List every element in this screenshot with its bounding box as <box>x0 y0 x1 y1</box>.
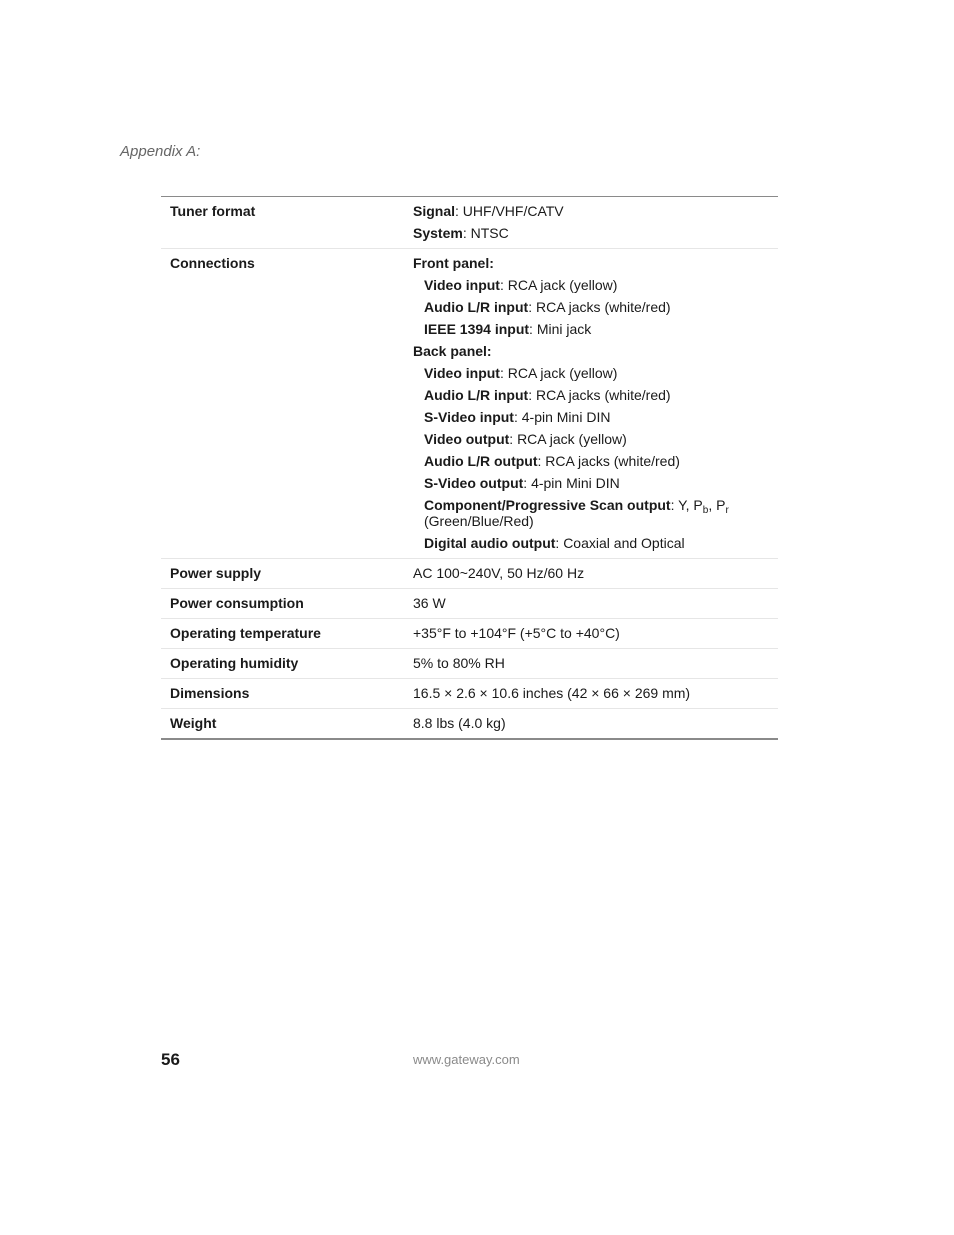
connection-item: Video input: RCA jack (yellow) <box>424 277 618 293</box>
back-panel-heading: Back panel: <box>413 343 492 359</box>
spec-label: Operating temperature <box>170 625 321 641</box>
spec-label: Dimensions <box>170 685 250 701</box>
connection-item: Audio L/R output: RCA jacks (white/red) <box>424 453 680 469</box>
spec-row-connections <box>161 248 778 558</box>
front-panel-heading: Front panel: <box>413 255 494 271</box>
spec-value: AC 100~240V, 50 Hz/60 Hz <box>413 565 585 581</box>
connection-item: S-Video input: 4-pin Mini DIN <box>424 409 611 425</box>
spec-value: 8.8 lbs (4.0 kg) <box>413 715 506 731</box>
spec-row-operating-humidity <box>161 648 778 678</box>
spec-row-power-consumption <box>161 588 778 618</box>
spec-value: 36 W <box>413 595 446 611</box>
spec-value <box>413 203 778 241</box>
spec-row-power-supply <box>161 558 778 588</box>
tuner-system: System: NTSC <box>413 225 509 241</box>
page-number: 56 <box>161 1050 180 1069</box>
connection-item: IEEE 1394 input: Mini jack <box>424 321 592 337</box>
connection-item-component: Component/Progressive Scan output: Y, $P_b$, $P_r$ (Green/Blue/Red) <box>424 497 729 529</box>
running-head: Appendix A: <box>120 143 201 160</box>
spec-value: 16.5 × 2.6 × 10.6 inches (42 × 66 × 269 mm) <box>413 685 691 701</box>
connection-item: Audio L/R input: RCA jacks (white/red) <box>424 299 671 315</box>
connection-item: Video input: RCA jack (yellow) <box>424 365 618 381</box>
spec-label: Weight <box>170 715 217 731</box>
spec-label: Operating humidity <box>170 655 299 671</box>
connection-item: Audio L/R input: RCA jacks (white/red) <box>424 387 671 403</box>
spec-value: +35°F to +104°F (+5°C to +40°C) <box>413 625 620 641</box>
specifications-table <box>161 196 778 740</box>
spec-label: Connections <box>170 255 255 271</box>
spec-label: Tuner format <box>170 203 256 219</box>
spec-label: Power supply <box>170 565 262 581</box>
footer-url[interactable]: www.gateway.com <box>413 1052 520 1067</box>
spec-value <box>413 255 778 551</box>
spec-row-dimensions <box>161 678 778 708</box>
spec-row-tuner-format <box>161 197 778 248</box>
spec-value: 5% to 80% RH <box>413 655 505 671</box>
connection-item: Video output: RCA jack (yellow) <box>424 431 627 447</box>
connection-item: S-Video output: 4-pin Mini DIN <box>424 475 620 491</box>
spec-row-operating-temperature <box>161 618 778 648</box>
spec-row-weight <box>161 708 778 738</box>
spec-label: Power consumption <box>170 595 304 611</box>
tuner-signal: Signal: UHF/VHF/CATV <box>413 203 564 219</box>
connection-item: Digital audio output: Coaxial and Optical <box>424 535 685 551</box>
